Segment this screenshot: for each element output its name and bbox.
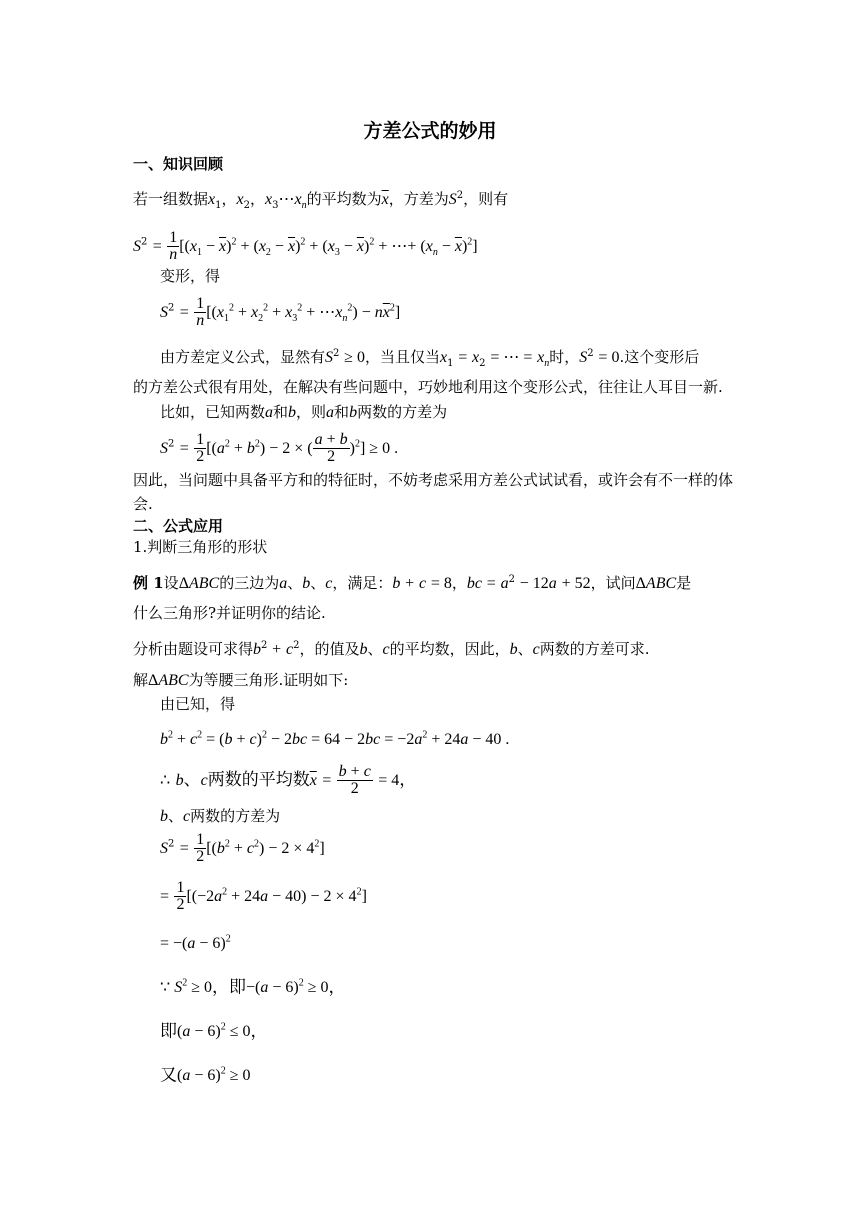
paragraph-property: 由方差定义公式，显然有$S^2 \ge 0$，当且仅当$x_1 = x_2$ = ⋯ = $x_n$时，$S^2 = 0$.这个变形后 xyxy=(160,348,700,370)
paragraph-conclusion-line2: 会. xyxy=(133,495,153,513)
ex-text-b: 的三边为 xyxy=(219,574,280,592)
analysis-text-d: 两数的方差可求. xyxy=(539,640,650,658)
also-text: 又 xyxy=(160,1065,177,1086)
analysis-text-c: 的平均数，因此， xyxy=(389,640,510,658)
p1-text-a: 由方差定义公式，显然有 xyxy=(160,348,326,366)
paragraph-conclusion-line1: 因此，当问题中具备平方和的特征时，不妨考虑采用方差公式试试看，或许会有不一样的体 xyxy=(133,471,734,489)
ex-text-c: ，满足： xyxy=(332,574,393,592)
variance-step-1: $S^2$ = $\frac{1}{2}$ $[(b^2 + c^2) - 2 \times 4^2]$ xyxy=(160,831,325,865)
paragraph-usefulness: 的方差公式很有用处，在解决有些问题中，巧妙地利用这个变形公式，往往让人耳目一新. xyxy=(133,378,723,396)
intro-text-a: 若一组数据 xyxy=(133,190,209,208)
p1-text-b: ，当且仅当 xyxy=(364,348,440,366)
mean-equation: ∴ b、c两数的平均数$\overline{x}$ = $\frac{b + c}{2}$ = 4， xyxy=(160,763,417,797)
ie2-text: 即 xyxy=(160,1021,177,1042)
page-title: 方差公式的妙用 xyxy=(363,120,497,142)
p3-text-a: 比如，已知两数 xyxy=(160,403,266,421)
section-heading-review: 一、知识回顾 xyxy=(133,155,224,173)
section-heading-application: 二、公式应用 xyxy=(133,517,224,535)
variance-definition-formula: $S^2$ = $\frac{1}{n}$ [$(x_1 - \overline{x})^2 + (x_2 - \overline{x})^2 + (x_3 - \overline{x})^2$ + ⋯+ $(x_n - \overline{x})^2$] xyxy=(133,229,478,263)
p3-text-c: ，则 xyxy=(296,403,327,421)
intro-text-d: ，则有 xyxy=(463,190,509,208)
variance-step-3: = $-(a - 6)^2$ xyxy=(160,934,231,953)
intro-text-c: ，方差为 xyxy=(388,190,449,208)
mean-text: 两数的平均数 xyxy=(207,770,310,790)
analysis-text-b: ，的值及 xyxy=(299,640,360,658)
transform-label: 变形，得 xyxy=(160,267,221,285)
known-label: 由已知，得 xyxy=(160,695,236,713)
p3-text-b2: 和 xyxy=(334,403,350,421)
inequality-line-2: 即$(a - 6)^2 \le 0$， xyxy=(160,1021,268,1042)
inequality-line-3: 又$(a - 6)^2 \ge 0$ xyxy=(160,1065,251,1086)
inequality-line-1: ∵ $S^2 \ge 0$，即$-(a - 6)^2 \ge 0$， xyxy=(160,977,346,998)
sol-text-b: 为等腰三角形.证明如下: xyxy=(188,671,349,689)
p3-text-b: 和 xyxy=(273,403,289,421)
variance-label-line: b、c两数的方差为 xyxy=(160,807,281,825)
p3-text-d: 两数的方差为 xyxy=(357,403,448,421)
ex-text-a: 设 xyxy=(163,574,179,592)
analysis-line: 分析由题设可求得$b^2 + c^2$，的值及b、c的平均数，因此，b、c两数的方差可求. xyxy=(133,640,650,658)
ie-text: ，即 xyxy=(211,977,246,998)
ex-text-d: ，试问 xyxy=(590,574,636,592)
two-number-variance-formula: $S^2$ = $\frac{1}{2}$ [$(a^2 + b^2) - 2$ × ( $\frac{a + b}{2}$ )$^2$] ≥ 0 . xyxy=(160,431,399,465)
intro-line: 若一组数据$x_1$，$x_2$，$x_3\cdots x_n$的平均数为$\overline{x}$，方差为$S^2$，则有 xyxy=(133,190,509,212)
p1-text-d: .这个变形后 xyxy=(619,348,700,366)
variance-step-2: = $\frac{1}{2}$ $[(-2a^2 + 24a - 40) - 2 \times 4^2]$ xyxy=(160,879,367,913)
analysis-text-a: 分析由题设可求得 xyxy=(133,640,254,658)
intro-text-b: 的平均数为 xyxy=(306,190,382,208)
paragraph-example-intro: 比如，已知两数a和b，则a和b两数的方差为 xyxy=(160,403,448,421)
sol-text-a: 解 xyxy=(133,671,149,689)
example-1-line1: 例 1设ΔABC的三边为a、b、c，满足：b + c = 8，bc = $a^2 - 12a + 52$，试问ΔABC是 xyxy=(133,574,692,592)
p1-text-c: 时， xyxy=(549,348,580,366)
variance-transformed-formula: $S^2$ = $\frac{1}{n}$ [($x_1^2 + x_2^2 + x_3^2$ + $\cdots x_n^2) - n\overline{x}^2$] xyxy=(160,295,401,329)
sum-of-squares-equation: $b^2 + c^2 = (b + c)^2 - 2bc = 64 - 2bc = -2a^2 + 24a - 40$ . xyxy=(160,730,510,749)
var-label-text: 两数的方差为 xyxy=(190,807,281,825)
example-1-line2: 什么三角形?并证明你的结论. xyxy=(133,604,326,622)
solution-line: 解ΔABC为等腰三角形.证明如下: xyxy=(133,671,349,689)
subsection-triangle-shape: 1.判断三角形的形状 xyxy=(133,538,268,556)
example-label: 例 1 xyxy=(133,574,164,592)
ex-text-e: 是 xyxy=(676,574,692,592)
